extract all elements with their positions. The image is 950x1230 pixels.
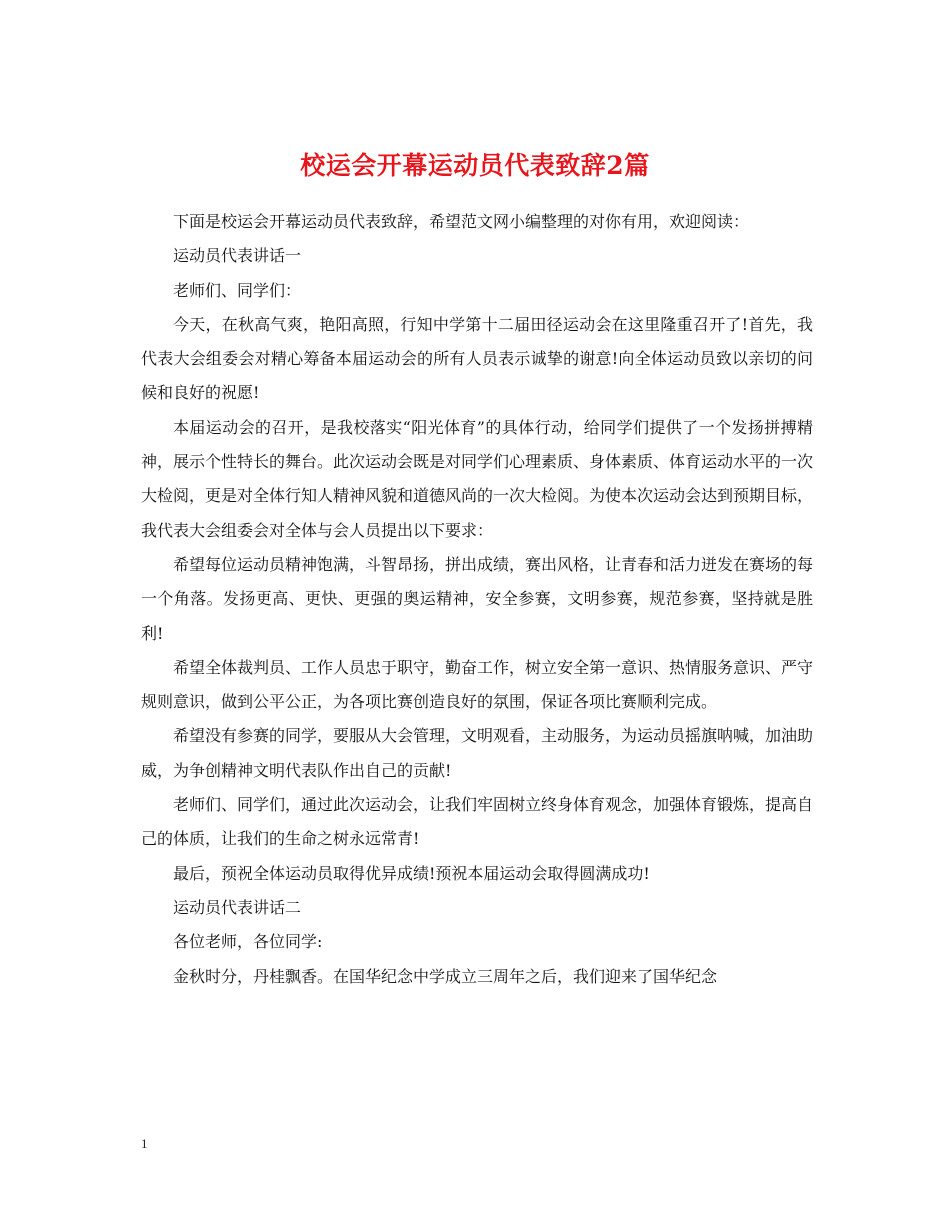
paragraph: 希望每位运动员精神饱满，斗智昂扬，拼出成绩，赛出风格，让青春和活力迸发在赛场的每一个角落。发扬更高、更快、更强的奥运精神，安全参赛，文明参赛，规范参赛，坚持就是胜利! <box>141 554 814 643</box>
paragraph: 老师们、同学们，通过此次运动会，让我们牢固树立终身体育观念，加强体育锻炼，提高自己的体质，让我们的生命之树永远常青! <box>141 795 814 849</box>
paragraph: 希望全体裁判员、工作人员忠于职守，勤奋工作，树立安全第一意识、热情服务意识、严守规则意识，做到公平公正，为各项比赛创造良好的氛围，保证各项比赛顺利完成。 <box>141 657 814 712</box>
paragraph: 今天，在秋高气爽，艳阳高照，行知中学第十二届田径运动会在这里隆重召开了!首先，我代表大会组委会对精心筹备本届运动会的所有人员表示诚挚的谢意!向全体运动员致以亲切的问候和良好的祝愿! <box>141 314 813 403</box>
paragraph: 本届运动会的召开，是我校落实“阳光体育”的具体行动，给同学们提供了一个发扬拼搏精神，展示个性特长的舞台。此次运动会既是对同学们心理素质、身体素质、体育运动水平的一次大检阅，更是对全体行知人精神风貌和道德风尚的一次大检阅。为使本次运动会达到预期目标，我代表大会组委会对全体与会人员提出以下要求： <box>141 417 814 540</box>
salutation: 各位老师，各位同学: <box>173 932 323 952</box>
salutation: 老师们、同学们： <box>173 280 302 300</box>
document-title: 校运会开幕运动员代表致辞2篇 <box>300 150 650 180</box>
paragraph-intro: 下面是校运会开幕运动员代表致辞，希望范文网小编整理的对你有用，欢迎阅读： <box>173 212 750 231</box>
section-heading-speech-one: 运动员代表讲话一 <box>173 246 302 266</box>
page-number: 1 <box>141 1136 148 1151</box>
section-heading-speech-two: 运动员代表讲话二 <box>173 897 302 917</box>
paragraph: 希望没有参赛的同学，要服从大会管理，文明观看，主动服务，为运动员摇旗呐喊，加油助威，为争创精神文明代表队作出自己的贡献! <box>141 726 814 780</box>
document-body <box>141 205 813 994</box>
paragraph: 金秋时分，丹桂飘香。在国华纪念中学成立三周年之后，我们迎来了国华纪念 <box>173 966 718 986</box>
paragraph: 最后，预祝全体运动员取得优异成绩!预祝本届运动会取得圆满成功! <box>173 863 650 883</box>
